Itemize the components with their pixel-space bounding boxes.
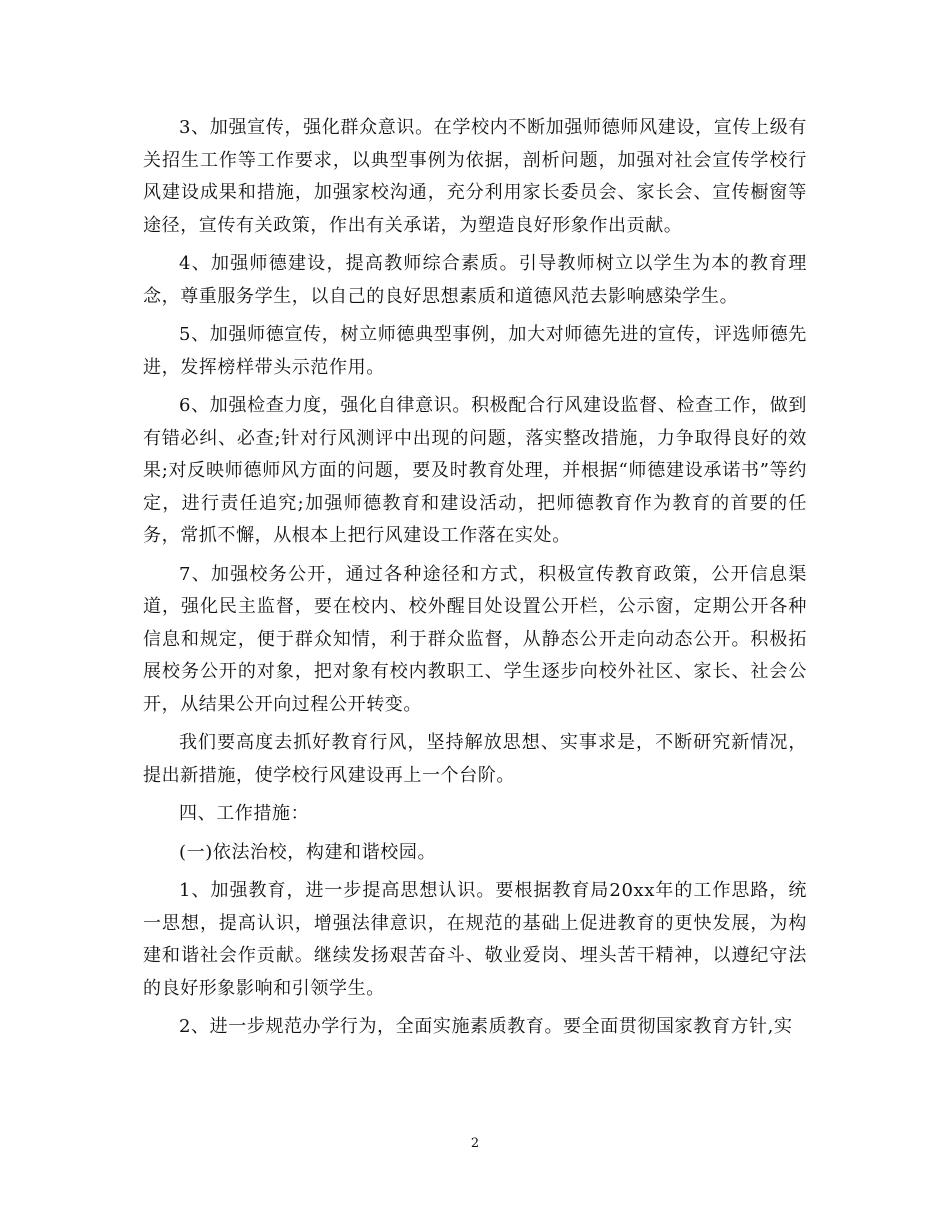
subsection-heading-rule-of-law: (一)依法治校，构建和谐校园。 <box>179 841 437 863</box>
document-body <box>143 112 807 1050</box>
paragraph-item-1-education: 1、加强教育，进一步提高思想认识。要根据教育局20xx年的工作思路，统一思想，提高认识，增强法律意识，在规范的基础上促进教育的更快发展，为构建和谐社会作贡献。继续发扬艰苦奋斗、敬业爱岗、埋头苦干精神，以遵纪守法的良好形象影响和引领学生。 <box>143 880 807 999</box>
paragraph-item-4-ethics-building: 4、加强师德建设，提高教师综合素质。引导教师树立以学生为本的教育理念，尊重服务学生，以自己的良好思想素质和道德风范去影响感染学生。 <box>143 253 807 307</box>
paragraph-item-6-inspection: 6、加强检查力度，强化自律意识。积极配合行风建设监督、检查工作，做到有错必纠、必查;针对行风测评中出现的问题，落实整改措施，力争取得良好的效果;对反映师德师风方面的问题，要及时教育处理，并根据“师德建设承诺书”等约定，进行责任追究;加强师德教育和建设活动，把师德教育作为教育的首要的任务，常抓不懈，从根本上把行风建设工作落在实处。 <box>143 395 807 546</box>
paragraph-item-2-regulate-schooling: 2、进一步规范办学行为，全面实施素质教育。要全面贯彻国家教育方针,实 <box>179 1016 793 1037</box>
paragraph-summary: 我们要高度去抓好教育行风，坚持解放思想、实事求是，不断研究新情况，提出新措施，使学校行风建设再上一个台阶。 <box>143 732 807 786</box>
page-number: 2 <box>470 1136 480 1151</box>
paragraph-item-3-publicity: 3、加强宣传，强化群众意识。在学校内不断加强师德师风建设，宣传上级有关招生工作等工作要求，以典型事例为依据，剖析问题，加强对社会宣传学校行风建设成果和措施，加强家校沟通，充分利用家长委员会、家长会、宣传橱窗等途径，宣传有关政策，作出有关承诺，为塑造良好形象作出贡献。 <box>143 117 807 236</box>
section-heading-work-measures: 四、工作措施： <box>179 803 310 824</box>
paragraph-item-7-transparency: 7、加强校务公开，通过各种途径和方式，积极宣传教育政策，公开信息渠道，强化民主监督，要在校内、校外醒目处设置公开栏，公示窗，定期公开各种信息和规定，便于群众知情，利于群众监督，从静态公开走向动态公开。积极拓展校务公开的对象，把对象有校内教职工、学生逐步向校外社区、家长、社会公开，从结果公开向过程公开转变。 <box>143 563 807 715</box>
paragraph-item-5-ethics-publicity: 5、加强师德宣传，树立师德典型事例，加大对师德先进的宣传，评选师德先进，发挥榜样带头示范作用。 <box>143 324 807 378</box>
